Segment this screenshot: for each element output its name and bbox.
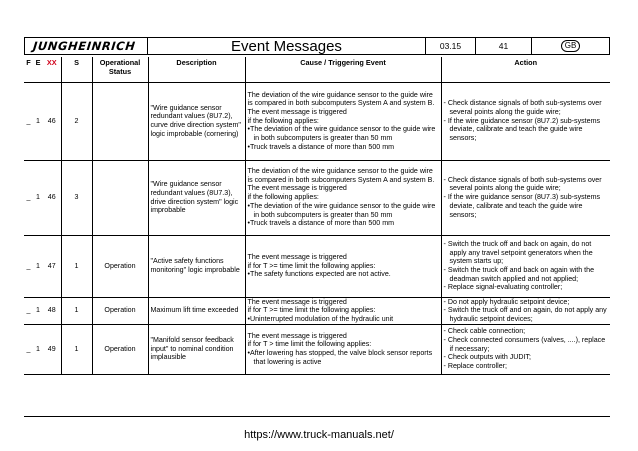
cause-bullet: • After lowering has stopped, the valve block sensor reports that lowering is active bbox=[248, 349, 439, 366]
cell-operational-status bbox=[92, 160, 148, 235]
cell-e: 1 bbox=[36, 344, 40, 353]
cause-bullet-list bbox=[248, 125, 439, 151]
table-row bbox=[24, 297, 610, 324]
cell-f: _ bbox=[26, 306, 31, 315]
action-item: - Do not apply hydraulic setpoint device; bbox=[444, 298, 609, 307]
column-header-s: S bbox=[61, 57, 92, 82]
cell-action bbox=[441, 82, 610, 160]
action-list bbox=[444, 99, 609, 143]
cause-intro: The deviation of the wire guidance sensor to the guide wire is compared in both subcomputers System A and system B. The event message is triggered if the following applies: bbox=[247, 90, 435, 125]
cell-cause bbox=[245, 82, 441, 160]
cell-s: 3 bbox=[61, 160, 92, 235]
cause-bullet: • Truck travels a distance of more than 500 mm bbox=[248, 219, 439, 228]
column-header-cause: Cause / Triggering Event bbox=[245, 57, 441, 82]
cell-xx: 48 bbox=[43, 297, 61, 324]
cell-cause bbox=[245, 235, 441, 297]
cause-intro: The event message is triggered if for T >= time limit the following applies: bbox=[247, 297, 376, 315]
cell-e: 1 bbox=[36, 306, 40, 315]
cause-bullet: • The deviation of the wire guidance sensor to the guide wire in both subcomputers is greater than 50 mm bbox=[248, 202, 439, 219]
cell-cause bbox=[245, 324, 441, 374]
column-header-action: Action bbox=[441, 57, 610, 82]
cell-s: 1 bbox=[61, 235, 92, 297]
cell-description: "Active safety functions monitoring" logic improbable bbox=[148, 235, 245, 297]
cell-xx: 49 bbox=[43, 324, 61, 374]
action-item: - Check distance signals of both sub-systems over several points along the guide wire; bbox=[444, 99, 609, 116]
cell-description: "Wire guidance sensor redundant values (8U7.2), curve drive direction system" logic improbable (cornering) bbox=[148, 82, 245, 160]
country-badge: GB bbox=[561, 40, 581, 52]
cause-bullet-list bbox=[248, 315, 439, 324]
cell-e: 1 bbox=[36, 193, 40, 202]
cell-e: 1 bbox=[36, 116, 40, 125]
cell-s: 1 bbox=[61, 297, 92, 324]
action-item: - Check distance signals of both sub-systems over several points along the guide wire; bbox=[444, 176, 609, 193]
cell-description: "Wire guidance sensor redundant values (8U7.3), drive direction system" logic improbable bbox=[148, 160, 245, 235]
cause-bullet-list bbox=[248, 202, 439, 228]
table-row bbox=[24, 235, 610, 297]
country-cell bbox=[532, 38, 609, 54]
cell-s: 2 bbox=[61, 82, 92, 160]
cause-bullet-list bbox=[248, 270, 439, 279]
brand-logo-text: JUNGHEINRICH bbox=[32, 39, 137, 53]
action-list bbox=[444, 176, 609, 220]
page-header bbox=[24, 37, 610, 55]
page-number: 41 bbox=[476, 38, 532, 54]
cell-action bbox=[441, 235, 610, 297]
cell-description: "Manifold sensor feedback input" to nominal condition implausible bbox=[148, 324, 245, 374]
action-item: - If the wire guidance sensor (8U7.3) sub-systems deviate, calibrate and teach the guide wire sensors; bbox=[444, 193, 609, 219]
cell-cause bbox=[245, 160, 441, 235]
action-list bbox=[444, 327, 609, 371]
action-item: - Switch the truck off and back on again, do not apply any travel setpoint generators when the system starts up; bbox=[444, 240, 609, 266]
cell-action bbox=[441, 160, 610, 235]
column-header-xx: XX bbox=[43, 57, 61, 82]
cell-description: Maximum lift time exceeded bbox=[148, 297, 245, 324]
cell-operational-status: Operation bbox=[92, 324, 148, 374]
action-list bbox=[444, 298, 609, 324]
cell-f: _ bbox=[26, 116, 31, 125]
cause-bullet: • The safety functions expected are not active. bbox=[248, 270, 439, 279]
table-row bbox=[24, 82, 610, 160]
action-item: - Check cable connection; bbox=[444, 327, 609, 336]
cell-e: 1 bbox=[36, 261, 40, 270]
cause-bullet: • Uninterrupted modulation of the hydraulic unit bbox=[248, 315, 439, 324]
cell-cause bbox=[245, 297, 441, 324]
action-item: - Switch the truck off and on again, do not apply any hydraulic setpoint devices; bbox=[444, 306, 609, 323]
table-header-row bbox=[24, 57, 610, 82]
action-item: - Replace signal-evaluating controller; bbox=[444, 283, 609, 292]
cause-bullet: • The deviation of the wire guidance sensor to the guide wire in both subcomputers is greater than 50 mm bbox=[248, 125, 439, 142]
cell-f: _ bbox=[26, 193, 31, 202]
cell-xx: 46 bbox=[43, 82, 61, 160]
cause-bullet: • Truck travels a distance of more than 500 mm bbox=[248, 143, 439, 152]
cell-operational-status: Operation bbox=[92, 235, 148, 297]
cell-operational-status bbox=[92, 82, 148, 160]
cause-bullet-list bbox=[248, 349, 439, 366]
action-list bbox=[444, 240, 609, 292]
cause-intro: The event message is triggered if for T > time limit the following applies: bbox=[247, 331, 372, 349]
action-item: - Check connected consumers (valves, ....), replace if necessary; bbox=[444, 336, 609, 353]
cause-intro: The event message is triggered if for T >= time limit the following applies: bbox=[247, 252, 376, 270]
footer-url: https://www.truck-manuals.net/ bbox=[244, 429, 394, 441]
footer-rule bbox=[24, 416, 610, 417]
action-item: - Check outputs with JUDIT; bbox=[444, 353, 609, 362]
column-header-status: Operational Status bbox=[92, 57, 148, 82]
action-item: - Switch the truck off and back on again with the deadman switch applied and not applied; bbox=[444, 266, 609, 283]
column-header-e: E bbox=[33, 57, 43, 82]
brand-logo bbox=[25, 38, 148, 54]
event-messages-table bbox=[24, 57, 610, 375]
cell-action bbox=[441, 324, 610, 374]
cause-intro: The deviation of the wire guidance sensor to the guide wire is compared in both subcomputers System A and system B. The event message is triggered if the following applies: bbox=[247, 167, 435, 202]
cell-action bbox=[441, 297, 610, 324]
table-row bbox=[24, 324, 610, 374]
action-item: - Replace controller; bbox=[444, 362, 609, 371]
cell-s: 1 bbox=[61, 324, 92, 374]
column-header-f: F bbox=[24, 57, 33, 82]
action-item: - If the wire guidance sensor (8U7.2) sub-systems deviate, calibrate and teach the guide wire sensors; bbox=[444, 117, 609, 143]
column-header-description: Description bbox=[148, 57, 245, 82]
cell-xx: 47 bbox=[43, 235, 61, 297]
document-date: 03.15 bbox=[426, 38, 476, 54]
page-title: Event Messages bbox=[148, 38, 426, 54]
table-row bbox=[24, 160, 610, 235]
cell-operational-status: Operation bbox=[92, 297, 148, 324]
cell-f: _ bbox=[26, 261, 31, 270]
cell-f: _ bbox=[26, 344, 31, 353]
cell-xx: 46 bbox=[43, 160, 61, 235]
